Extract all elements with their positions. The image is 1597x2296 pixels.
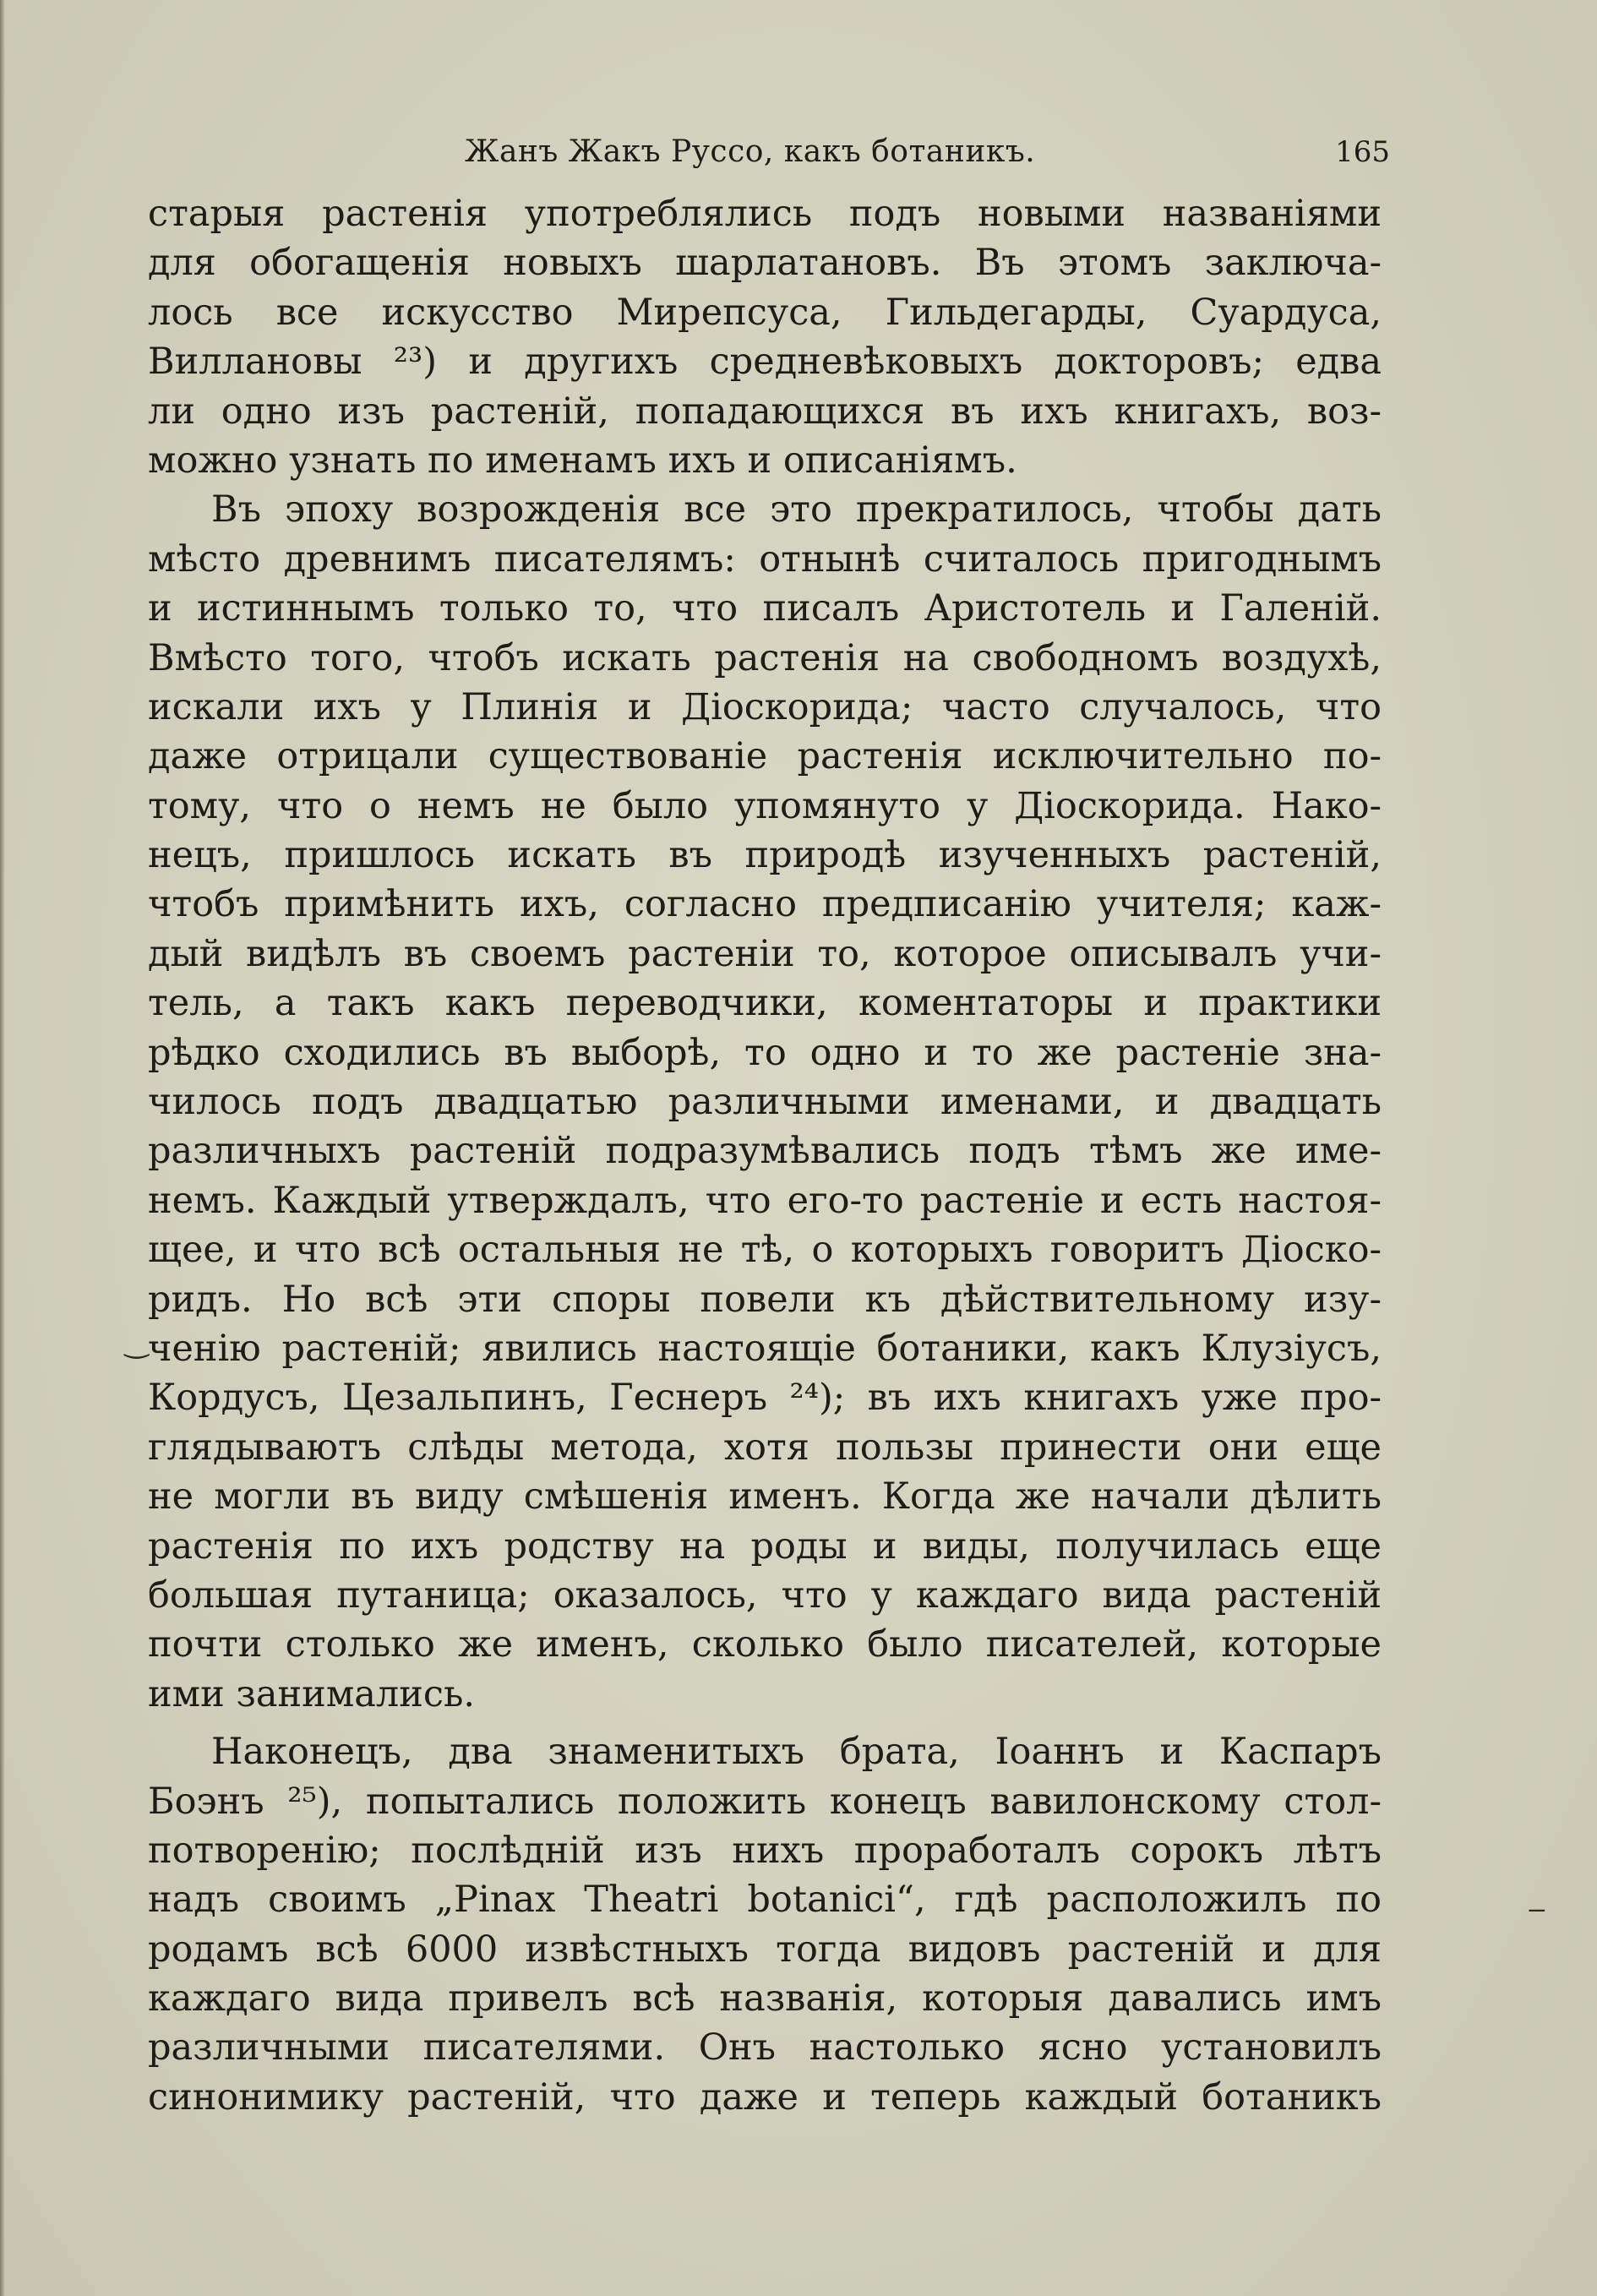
- page-edge-shadow: [0, 0, 5, 2296]
- text-line: мѣсто древнимъ писателямъ: отнынѣ считалось пригоднымъ: [148, 537, 1382, 581]
- text-line: лось все искусство Мирепсуса, Гильдегарды, Суардуса,: [148, 291, 1382, 334]
- text-line: тель, а такъ какъ переводчики, коментаторы и практики: [148, 982, 1382, 1025]
- text-line: почти столько же именъ, сколько было писателей, которые: [148, 1623, 1382, 1666]
- paragraph-2: [148, 485, 1382, 1719]
- running-title: Жанъ Жакъ Руссо, какъ ботаникъ.: [465, 134, 1036, 169]
- text-line: глядываютъ слѣды метода, хотя пользы принести они еще: [148, 1426, 1382, 1469]
- running-head: [148, 127, 1390, 177]
- text-line: Виллановы ²³) и другихъ средневѣковыхъ докторовъ; едва: [148, 341, 1382, 384]
- text-line: надъ своимъ „Pinax Theatri botanici“, гдѣ расположилъ по: [148, 1879, 1382, 1922]
- text-line: ими занимались.: [148, 1672, 476, 1715]
- text-line: можно узнать по именамъ ихъ и описаніямъ.: [148, 439, 1017, 482]
- text-line: большая путаница; оказалось, что у каждаго вида растеній: [148, 1573, 1382, 1617]
- text-line: старыя растенія употреблялись подъ новыми названіями: [148, 193, 1382, 235]
- text-line: чтобъ примѣнить ихъ, согласно предписанію учителя; каж-: [148, 883, 1382, 926]
- text-line: для обогащенія новыхъ шарлатановъ. Въ этомъ заключа-: [148, 242, 1382, 285]
- text-line: чилось подъ двадцатью различными именами, и двадцать: [148, 1081, 1382, 1124]
- text-line: рѣдко сходились въ выборѣ, то одно и то же растеніе зна-: [148, 1031, 1382, 1074]
- text-line: дый видѣлъ въ своемъ растеніи то, которое описывалъ учи-: [148, 932, 1382, 975]
- text-line: и истиннымъ только то, что писалъ Аристотель и Галеній.: [148, 587, 1382, 630]
- text-line: нецъ, пришлось искать въ природѣ изученныхъ растеній,: [148, 834, 1382, 877]
- body-text: [148, 189, 1382, 2122]
- text-line: искали ихъ у Плинія и Діоскорида; часто случалось, что: [148, 685, 1382, 728]
- text-line: ли одно изъ растеній, попадающихся въ ихъ книгахъ, воз-: [148, 390, 1382, 433]
- text-line: Наконецъ, два знаменитыхъ брата, Іоаннъ и Каспаръ: [211, 1731, 1382, 1774]
- text-line: ридъ. Но всѣ эти споры повели къ дѣйствительному изу-: [148, 1278, 1382, 1321]
- text-line: Вмѣсто того, чтобъ искать растенія на свободномъ воздухѣ,: [148, 636, 1382, 679]
- text-line: синонимику растеній, что даже и теперь каждый ботаникъ: [148, 2075, 1382, 2119]
- text-line: Кордусъ, Цезальпинъ, Геснеръ ²⁴); въ ихъ книгахъ уже про-: [148, 1377, 1382, 1420]
- text-line: тому, что о немъ не было упомянуто у Діоскорида. Нако-: [148, 784, 1382, 827]
- paragraph-gap: [148, 1719, 1382, 1727]
- text-line: Въ эпоху возрожденія все это прекратилось, чтобы дать: [211, 488, 1382, 532]
- page-number: 165: [1335, 135, 1390, 169]
- text-line: немъ. Каждый утверждалъ, что его-то растеніе и есть настоя-: [148, 1179, 1382, 1222]
- text-line: даже отрицали существованіе растенія исключительно по-: [148, 735, 1382, 778]
- text-line: Боэнъ ²⁵), попытались положить конецъ вавилонскому стол-: [148, 1780, 1382, 1823]
- paragraph-1: [148, 189, 1382, 485]
- text-line: различныхъ растеній подразумѣвались подъ тѣмъ же име-: [148, 1130, 1382, 1173]
- text-line: растенія по ихъ родству на роды и виды, получилась еще: [148, 1524, 1382, 1568]
- text-line: различными писателями. Онъ настолько ясно установилъ: [148, 2026, 1382, 2070]
- text-line: каждаго вида привелъ всѣ названія, которыя давались имъ: [148, 1977, 1382, 2021]
- text-line: не могли въ виду смѣшенія именъ. Когда же начали дѣлить: [148, 1475, 1382, 1519]
- text-line: родамъ всѣ 6000 извѣстныхъ тогда видовъ растеній и для: [148, 1928, 1382, 1971]
- text-line: потворенію; послѣдній изъ нихъ проработалъ сорокъ лѣтъ: [148, 1829, 1382, 1872]
- paragraph-3: [148, 1727, 1382, 2122]
- margin-ink-mark: ‿: [125, 1326, 149, 1360]
- margin-ink-mark: ‒: [1528, 1892, 1546, 1926]
- text-line: щее, и что всѣ остальныя не тѣ, о которыхъ говоритъ Діоско-: [148, 1229, 1382, 1272]
- text-line: ченію растеній; явились настоящіе ботаники, какъ Клузіусъ,: [148, 1327, 1382, 1370]
